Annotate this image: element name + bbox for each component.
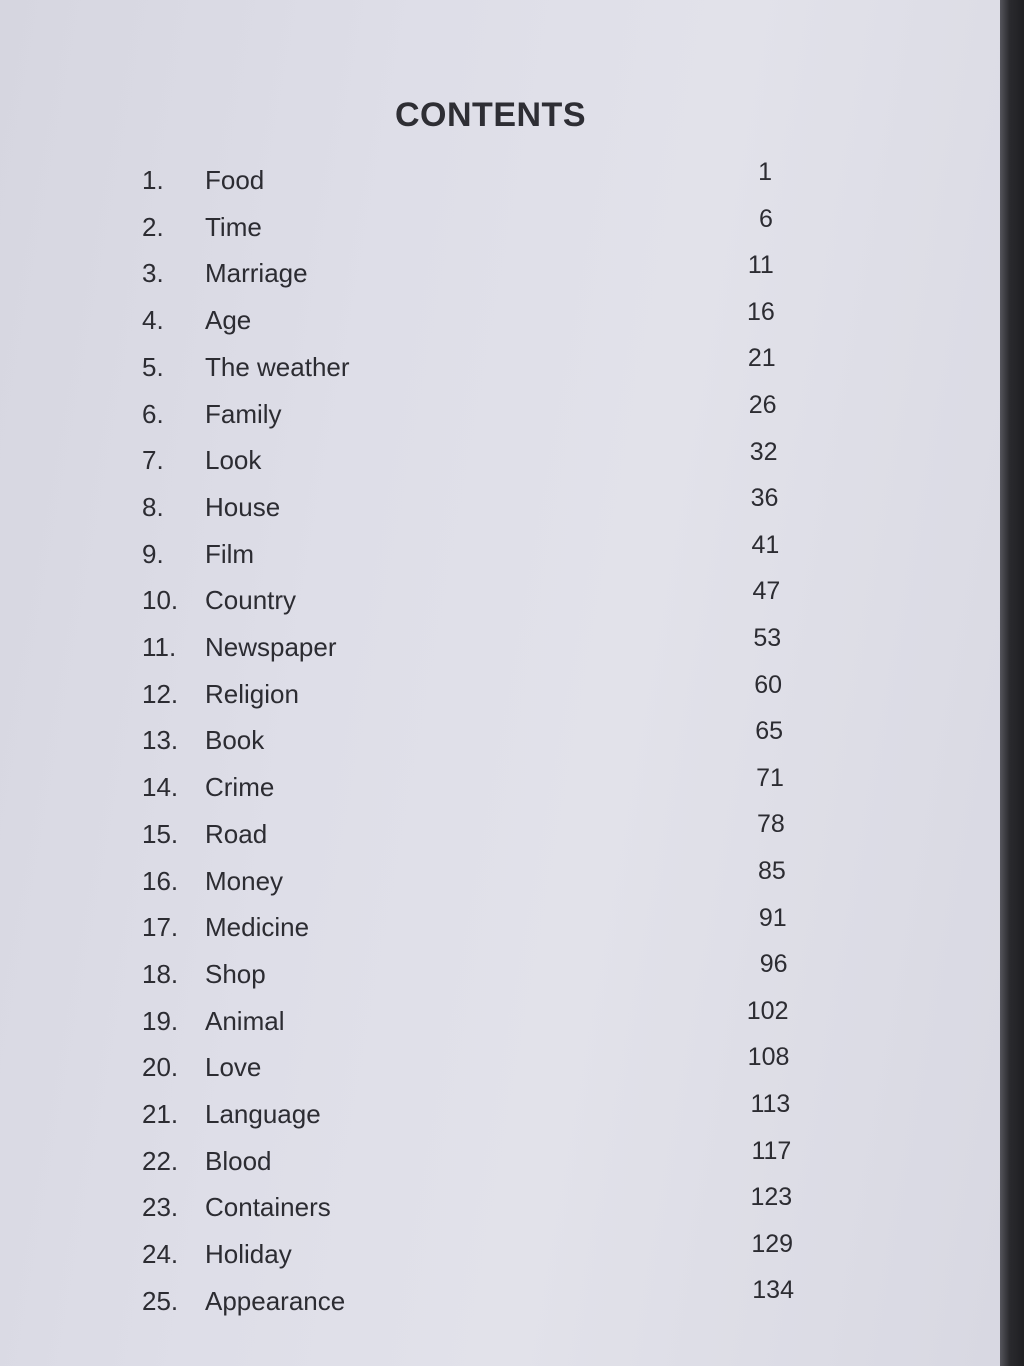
toc-entry-label: Love — [205, 1052, 262, 1083]
toc-entry-label: Look — [205, 445, 262, 476]
toc-entry — [0, 857, 1000, 906]
toc-entry-label: Religion — [205, 678, 299, 709]
toc-entry-number: 13. — [142, 725, 179, 756]
toc-entry — [0, 903, 1000, 952]
toc-entry-label: Holiday — [205, 1239, 292, 1270]
toc-entry-number: 2. — [142, 211, 164, 242]
toc-entry-number: 22. — [142, 1145, 179, 1176]
toc-entry-page-number: 41 — [751, 530, 780, 559]
toc-entry-page-number: 26 — [748, 391, 777, 419]
toc-entry-page-number: 129 — [751, 1229, 794, 1258]
toc-entry-page-number: 96 — [759, 950, 788, 979]
toc-entry-page-number: 134 — [752, 1276, 794, 1305]
toc-entry — [0, 1090, 1000, 1139]
toc-entry-page-number: 60 — [754, 670, 783, 699]
toc-entry-number: 9. — [142, 538, 164, 569]
toc-entry — [0, 1136, 1000, 1186]
toc-entry-number: 11. — [142, 632, 177, 662]
toc-entry-number: 4. — [142, 305, 164, 336]
toc-entry-label: Medicine — [205, 912, 310, 943]
toc-entry-label: Food — [205, 165, 265, 195]
toc-entry-page-number: 16 — [746, 297, 775, 326]
toc-entry — [0, 204, 1000, 252]
toc-entry — [0, 1183, 1000, 1232]
toc-entry-label: Language — [205, 1099, 321, 1129]
toc-entry-label: The weather — [205, 351, 350, 382]
toc-entry-number: 21. — [142, 1099, 179, 1129]
toc-entry — [0, 763, 1000, 812]
toc-entry-page-number: 32 — [749, 437, 778, 466]
toc-entry-page-number: 53 — [753, 624, 782, 652]
toc-entry-page-number: 47 — [752, 577, 781, 606]
toc-entry-number: 3. — [142, 258, 164, 289]
toc-entry — [0, 344, 1000, 392]
toc-entry — [0, 530, 1000, 579]
toc-entry — [0, 391, 1000, 439]
toc-entry — [0, 437, 1000, 485]
toc-entry — [0, 624, 1000, 672]
toc-entry — [0, 1276, 1000, 1326]
toc-entry-page-number: 21 — [747, 344, 776, 373]
toc-entry-page-number: 91 — [758, 903, 787, 932]
toc-entry-label: House — [205, 491, 281, 522]
toc-entry-label: Country — [205, 585, 297, 616]
toc-entry-number: 7. — [142, 445, 164, 476]
toc-entry-page-number: 108 — [747, 1043, 790, 1072]
toc-entry-page-number: 78 — [756, 810, 785, 839]
toc-entry-number: 8. — [142, 491, 164, 522]
toc-entry — [0, 1229, 1000, 1279]
toc-entry-label: Family — [205, 398, 282, 429]
toc-entry-number: 19. — [142, 1005, 179, 1036]
toc-entry — [0, 251, 1000, 298]
toc-entry-number: 25. — [142, 1285, 179, 1316]
toc-entry-number: 1. — [142, 165, 164, 195]
toc-entry-number: 12. — [142, 678, 179, 709]
toc-entry-page-number: 6 — [758, 204, 773, 233]
toc-entry — [0, 577, 1000, 625]
page-title: CONTENTS — [395, 96, 586, 134]
toc-entry-page-number: 117 — [751, 1136, 792, 1165]
toc-entry-page-number: 65 — [755, 717, 783, 746]
toc-entry-label: Marriage — [205, 258, 308, 289]
toc-entry-number: 14. — [142, 772, 179, 803]
toc-entry — [0, 158, 1000, 205]
toc-entry-label: Film — [205, 538, 255, 569]
toc-entry — [0, 950, 1000, 999]
toc-entry-page-number: 113 — [750, 1090, 791, 1118]
toc-entry — [0, 717, 1000, 765]
toc-entry-label: Shop — [205, 958, 266, 989]
toc-entry-number: 16. — [142, 865, 179, 896]
toc-entry-label: Book — [205, 725, 265, 756]
toc-entry-label: Newspaper — [205, 632, 337, 662]
toc-entry-label: Money — [205, 865, 284, 896]
toc-entry-number: 17. — [142, 912, 179, 943]
toc-entry-page-number: 71 — [756, 763, 784, 792]
toc-entry-number: 20. — [142, 1052, 179, 1083]
toc-entry-label: Blood — [205, 1145, 272, 1176]
toc-entry-label: Age — [205, 305, 252, 336]
toc-entry-number: 18. — [142, 958, 179, 989]
toc-entry-page-number: 1 — [758, 158, 772, 186]
toc-entry-number: 5. — [142, 351, 164, 382]
toc-entry-label: Containers — [205, 1192, 331, 1223]
toc-entry — [0, 810, 1000, 859]
toc-entry — [0, 1043, 1000, 1092]
toc-entry-number: 15. — [142, 818, 179, 849]
toc-entry-label: Appearance — [205, 1285, 346, 1316]
toc-entry-number: 23. — [142, 1192, 179, 1223]
toc-entry-page-number: 85 — [757, 857, 786, 885]
toc-entry — [0, 484, 1000, 532]
toc-entry-label: Animal — [205, 1005, 285, 1036]
toc-entry-number: 24. — [142, 1239, 179, 1270]
book-spine-edge — [1000, 0, 1024, 1366]
toc-entry-number: 6. — [142, 398, 164, 429]
toc-entry — [0, 996, 1000, 1046]
toc-entry-label: Road — [205, 818, 268, 849]
toc-entry-page-number: 11 — [747, 251, 774, 280]
toc-entry-page-number: 123 — [750, 1183, 793, 1212]
toc-entry-label: Crime — [205, 772, 275, 803]
toc-entry — [0, 670, 1000, 719]
toc-entry-page-number: 36 — [750, 484, 779, 513]
toc-entry-page-number: 102 — [746, 996, 789, 1025]
toc-entry-label: Time — [205, 211, 262, 242]
toc-entry-number: 10. — [142, 585, 179, 616]
toc-entry — [0, 297, 1000, 345]
